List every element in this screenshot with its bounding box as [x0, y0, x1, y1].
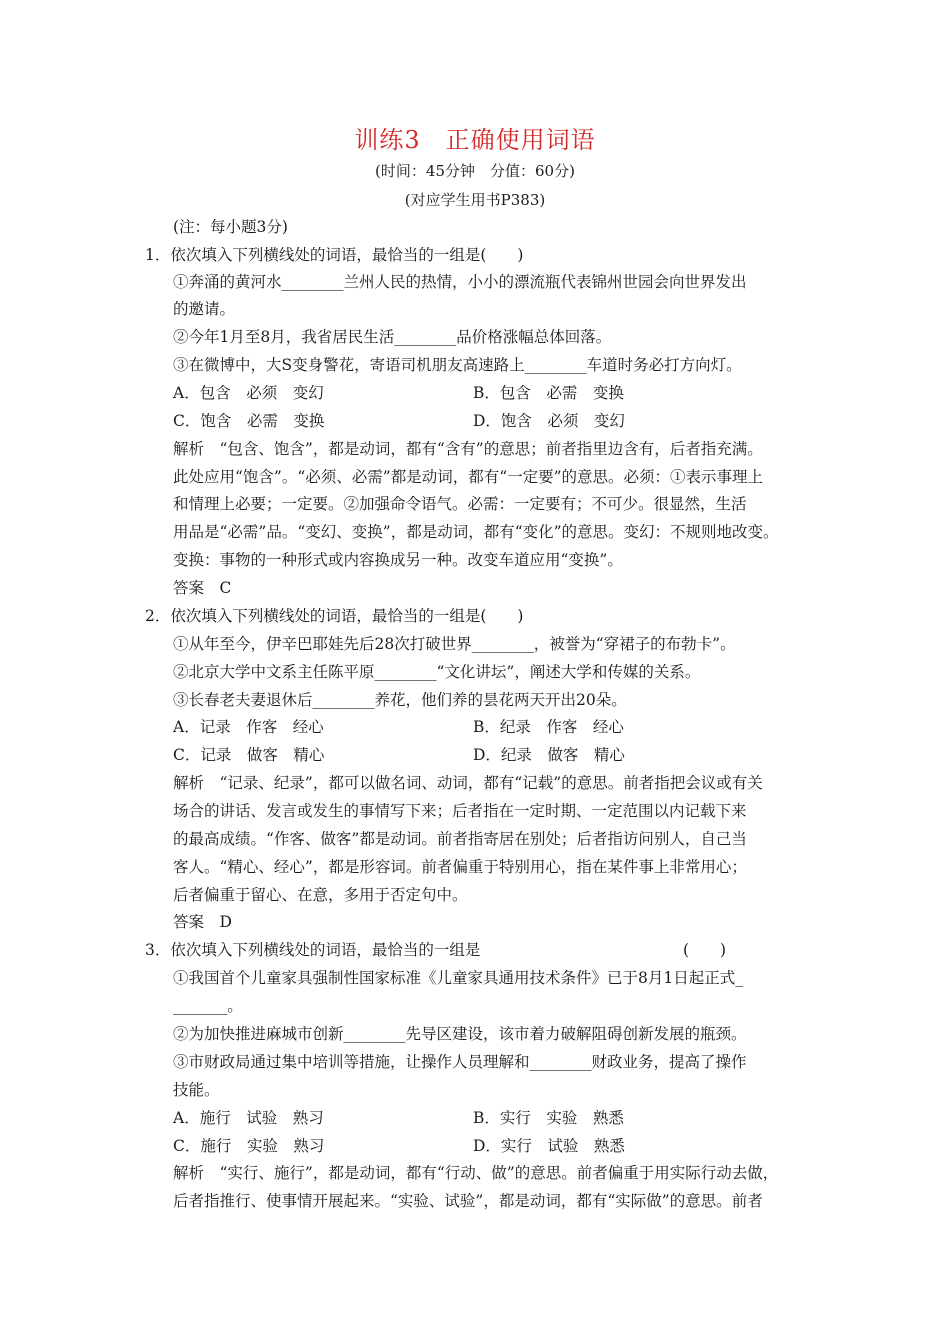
question-3-sentence-2: ②为加快推进麻城市创新________先导区建设，该市着力破解阻碍创新发展的瓶颈。 [173, 1025, 747, 1043]
question-1-option-b: B．包含 必需 变换 [473, 384, 624, 402]
question-3-option-a: A．施行 试验 熟习 [173, 1109, 324, 1127]
question-1-option-d: D．饱含 必须 变幻 [473, 412, 625, 430]
question-1-explanation: 此处应用“饱含”。“必须、必需”都是动词，都有“一定要”的意思。必须：①表示事理上 [173, 468, 764, 486]
question-1-sentence-2: ②今年1月至8月，我省居民生活________品价格涨幅总体回落。 [173, 328, 612, 346]
question-1-sentence-1: ①奔涌的黄河水________兰州人民的热情，小小的漂流瓶代表锦州世园会向世界发出 [173, 273, 747, 291]
question-1-option-a: A．包含 必须 变幻 [173, 384, 324, 402]
question-2-option-d: D．纪录 做客 精心 [473, 746, 625, 764]
question-1-sentence-1-cont: 的邀请。 [173, 300, 236, 318]
question-2-option-b: B．纪录 作客 经心 [473, 718, 624, 736]
page-title: 训练3 正确使用词语 [354, 126, 596, 154]
question-1-explanation: 变换：事物的一种形式或内容换成另一种。改变车道应用“变换”。 [173, 551, 623, 569]
question-2-sentence-2: ②北京大学中文系主任陈平原________“文化讲坛”，阐述大学和传媒的关系。 [173, 663, 701, 681]
question-3-explanation: 后者指推行、使事情开展起来。“实验、试验”，都是动词，都有“实际做”的意思。前者 [173, 1192, 763, 1210]
question-2-explanation: 的最高成绩。“作客、做客”都是动词。前者指寄居在别处；后者指访问别人，自己当 [173, 830, 747, 848]
question-1-stem: 1．依次填入下列横线处的词语，最恰当的一组是( ) [145, 246, 524, 264]
question-2-option-a: A．记录 作客 经心 [173, 718, 324, 736]
question-2-explanation: 场合的讲话、发言或发生的事情写下来；后者指在一定时期、一定范围以内记载下来 [173, 802, 747, 820]
question-2-option-c: C．记录 做客 精心 [173, 746, 325, 764]
question-1-explanation: 用品是“必需”品。“变幻、变换”，都是动词，都有“变化”的意思。变幻：不规则地改变。 [173, 523, 779, 541]
question-2-sentence-1: ①从年至今，伊辛巴耶娃先后28次打破世界________，被誉为“穿裙子的布勃卡”。 [173, 635, 736, 653]
question-3-sentence-1: ①我国首个儿童家具强制性国家标准《儿童家具通用技术条件》已于8月1日起正式_ [173, 969, 743, 987]
question-1-option-c: C．饱含 必需 变换 [173, 412, 325, 430]
question-3-option-d: D．实行 试验 熟悉 [473, 1137, 625, 1155]
question-3-option-c: C．施行 实验 熟习 [173, 1137, 325, 1155]
question-2-stem: 2．依次填入下列横线处的词语，最恰当的一组是( ) [145, 607, 524, 625]
note: (注：每小题3分) [173, 218, 288, 236]
question-1-explanation: 解析 “包含、饱含”，都是动词，都有“含有”的意思；前者指里边含有，后者指充满。 [173, 440, 763, 458]
book-reference: (对应学生用书P383) [404, 191, 546, 209]
question-2-explanation: 客人。“精心、经心”，都是形容词。前者偏重于特别用心，指在某件事上非常用心； [173, 858, 747, 876]
question-2-explanation: 解析 “记录、纪录”，都可以做名词、动词，都有“记载”的意思。前者指把会议或有关 [173, 774, 763, 792]
question-3-sentence-1-cont: _______。 [173, 997, 243, 1015]
question-2-sentence-3: ③长春老夫妻退休后________养花，他们养的昙花两天开出20朵。 [173, 691, 627, 709]
question-1-answer: 答案 C [173, 579, 232, 597]
question-3-explanation: 解析 “实行、施行”，都是动词，都有“行动、做”的意思。前者偏重于用实际行动去做， [173, 1164, 779, 1182]
question-3-option-b: B．实行 实验 熟悉 [473, 1109, 624, 1127]
question-3-sentence-3: ③市财政局通过集中培训等措施，让操作人员理解和________财政业务，提高了操作 [173, 1053, 747, 1071]
question-3-answer-blank: ( ) [683, 941, 727, 959]
time-score-info: (时间：45分钟 分值：60分) [375, 162, 575, 180]
question-3-stem: 3．依次填入下列横线处的词语，最恰当的一组是 [145, 941, 481, 959]
question-1-sentence-3: ③在微博中，大S变身警花，寄语司机朋友高速路上________车道时务必打方向灯。 [173, 356, 742, 374]
question-3-sentence-3-cont: 技能。 [173, 1081, 220, 1099]
question-2-explanation: 后者偏重于留心、在意，多用于否定句中。 [173, 886, 468, 904]
question-1-explanation: 和情理上必要；一定要。②加强命令语气。必需：一定要有；不可少。很显然，生活 [173, 495, 747, 513]
question-2-answer: 答案 D [173, 913, 232, 931]
